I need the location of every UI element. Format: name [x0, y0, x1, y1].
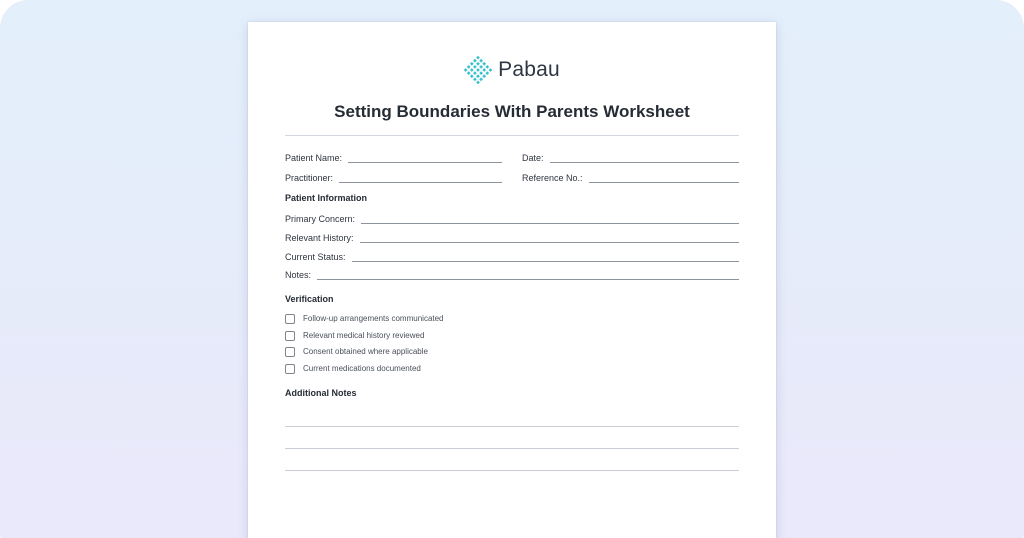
logo-dot [467, 71, 471, 75]
logo-dot [473, 77, 477, 81]
logo-dot [486, 71, 490, 75]
practitioner-label: Practitioner: [285, 173, 334, 183]
logo-dot [482, 68, 486, 72]
practitioner-line[interactable] [339, 182, 502, 183]
verification-item-label: Current medications documented [303, 364, 421, 373]
diamond-dots-icon [464, 56, 492, 84]
logo-dot [476, 74, 480, 78]
logo-dot [470, 68, 474, 72]
primary-concern-line[interactable] [361, 223, 739, 224]
practitioner-field[interactable] [285, 170, 502, 184]
checkbox[interactable] [285, 347, 295, 357]
logo-dot [482, 62, 486, 66]
logo-dot [470, 62, 474, 66]
patient-name-field[interactable] [285, 150, 502, 164]
date-field[interactable] [522, 150, 739, 164]
title-divider [285, 135, 739, 136]
reference-no-line[interactable] [589, 182, 739, 183]
verification-item[interactable] [285, 363, 421, 374]
patient-name-label: Patient Name: [285, 153, 343, 163]
relevant-history-line[interactable] [360, 242, 739, 243]
current-status-field[interactable] [285, 249, 739, 263]
notes-writing-line[interactable] [285, 426, 739, 427]
notes-writing-line[interactable] [285, 448, 739, 449]
logo-dot [479, 65, 483, 69]
logo-dot [479, 71, 483, 75]
logo-dot [473, 71, 477, 75]
logo-dot [476, 68, 480, 72]
checkbox[interactable] [285, 364, 295, 374]
logo-dot [476, 56, 480, 60]
logo-dot [479, 77, 483, 81]
verification-item-label: Consent obtained where applicable [303, 347, 428, 356]
patient-name-line[interactable] [348, 162, 502, 163]
reference-no-label: Reference No.: [522, 173, 583, 183]
logo-dot [464, 68, 468, 72]
verification-item[interactable] [285, 330, 424, 341]
notes-line[interactable] [317, 279, 739, 280]
logo-dot [482, 74, 486, 78]
notes-writing-line[interactable] [285, 470, 739, 471]
verification-item[interactable] [285, 313, 444, 324]
brand-name: Pabau [498, 58, 560, 81]
primary-concern-label: Primary Concern: [285, 214, 356, 224]
notes-field[interactable] [285, 267, 739, 281]
current-status-label: Current Status: [285, 252, 346, 262]
checkbox[interactable] [285, 314, 295, 324]
logo-dot [467, 65, 471, 69]
relevant-history-field[interactable] [285, 230, 739, 244]
logo-dot [470, 74, 474, 78]
current-status-line[interactable] [352, 261, 739, 262]
relevant-history-label: Relevant History: [285, 233, 354, 243]
checkbox[interactable] [285, 331, 295, 341]
logo-dot [473, 59, 477, 63]
verification-heading: Verification [285, 294, 334, 304]
date-label: Date: [522, 153, 544, 163]
verification-item-label: Relevant medical history reviewed [303, 331, 425, 340]
reference-no-field[interactable] [522, 170, 739, 184]
verification-item[interactable] [285, 346, 428, 357]
logo-dot [486, 65, 490, 69]
date-line[interactable] [550, 162, 739, 163]
logo-dot [476, 80, 480, 84]
logo-dot [479, 59, 483, 63]
additional-notes-heading: Additional Notes [285, 388, 357, 398]
logo-dot [473, 65, 477, 69]
notes-label: Notes: [285, 270, 312, 280]
patient-information-heading: Patient Information [285, 193, 368, 203]
logo-dot [476, 62, 480, 66]
document-title: Setting Boundaries With Parents Worksheet [334, 102, 690, 121]
worksheet-document [248, 22, 776, 538]
verification-item-label: Follow-up arrangements communicated [303, 314, 444, 323]
brand-logo [248, 56, 776, 84]
primary-concern-field[interactable] [285, 211, 739, 225]
logo-dot [489, 68, 493, 72]
